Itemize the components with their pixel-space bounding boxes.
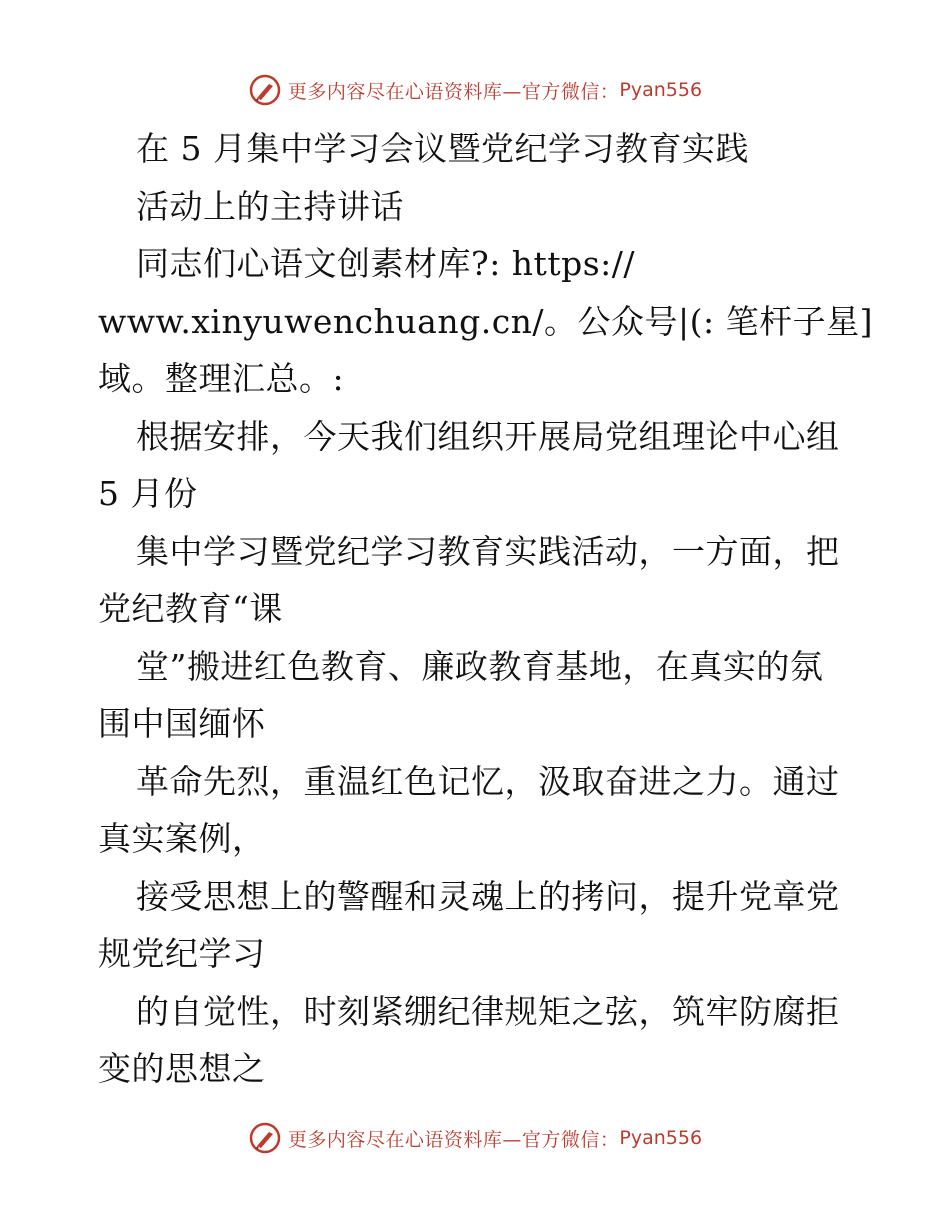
document-line: 革命先烈，重温红色记忆，汲取奋进之力。通过 (136, 761, 840, 801)
red-pen-circle-icon (248, 73, 282, 107)
watermark-wechat-id: Pyan556 (619, 1127, 703, 1149)
watermark-banner-bottom (0, 1118, 950, 1158)
watermark-wechat-id: Pyan556 (619, 79, 703, 101)
document-line: 根据安排，今天我们组织开展局党组理论中心组 (136, 416, 840, 456)
document-line: 堂”搬进红色教育、廉政教育基地，在真实的氛 (136, 646, 824, 686)
watermark-text: 更多内容尽在心语资料库—官方微信： (287, 80, 620, 103)
document-line: 接受思想上的警醒和灵魂上的拷问，提升党章党 (136, 876, 840, 916)
document-line: www.xinyuwenchuang.cn/。公众号|(: 笔杆子星] (98, 301, 874, 341)
red-pen-circle-icon (248, 1121, 282, 1155)
document-line: 党纪教育“课 (98, 589, 283, 628)
watermark-banner-top (0, 70, 950, 110)
document-line: 活动上的主持讲话 (136, 186, 404, 226)
document-line: 在 5 月集中学习会议暨党纪学习教育实践 (136, 129, 749, 168)
document-line: 集中学习暨党纪学习教育实践活动，一方面，把 (136, 531, 840, 571)
document-line: 同志们心语文创素材库?: https:// (136, 244, 635, 283)
watermark-text: 更多内容尽在心语资料库—官方微信： (287, 1128, 620, 1151)
document-line: 变的思想之 (98, 1049, 266, 1088)
document-line: 围中国缅怀 (98, 704, 266, 743)
document-line: 域。整理汇总。: (98, 359, 345, 398)
document-line: 5 月份 (98, 474, 198, 513)
document-line: 真实案例， (98, 819, 266, 858)
document-body (98, 120, 874, 1098)
document-line: 的自觉性，时刻紧绷纪律规矩之弦，筑牢防腐拒 (136, 991, 840, 1031)
document-line: 规党纪学习 (98, 934, 266, 973)
